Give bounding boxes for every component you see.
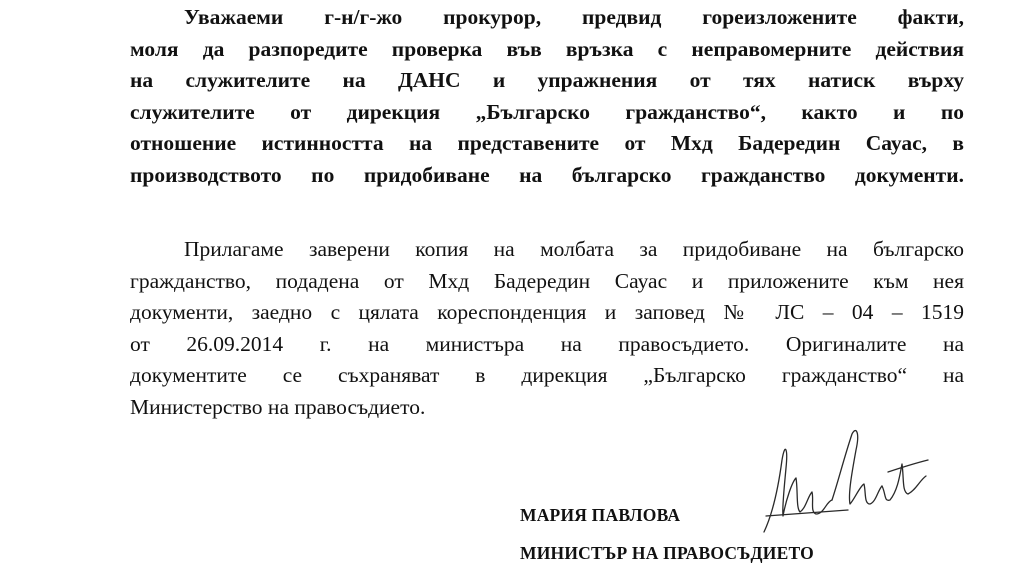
- paragraph-line: Прилагаме заверени копия на молбата за придобиване на българско: [184, 237, 964, 261]
- paragraph-line: на служителите на ДАНС и упражнения от тях натиск върху: [130, 68, 964, 93]
- paragraph-line: Министерство на правосъдието.: [130, 394, 426, 419]
- paragraph-line: документи, заедно с цялата кореспонденция и заповед № ЛС – 04 – 1519: [130, 300, 964, 325]
- handwritten-signature: [752, 420, 932, 540]
- signatory-name: МАРИЯ ПАВЛОВА: [520, 505, 681, 525]
- paragraph-line: Уважаеми г-н/г-жо прокурор, предвид гореизложените факти,: [184, 5, 964, 29]
- paragraph-line: моля да разпоредите проверка във връзка с неправомерните действия: [130, 36, 964, 61]
- paragraph-line: отношение истинността на представените от Мхд Бадередин Сауас, в: [130, 131, 964, 156]
- paragraph-line: производството по придобиване на българско гражданство документи.: [130, 162, 964, 187]
- paragraph-line: служителите от дирекция „Българско гражданство“, както и по: [130, 99, 964, 124]
- attachments-paragraph: [130, 234, 964, 424]
- paragraph-line: от 26.09.2014 г. на министъра на правосъдието. Оригиналите на: [130, 331, 964, 356]
- request-paragraph: [130, 2, 964, 192]
- paragraph-line: документите се съхраняват в дирекция „Българско гражданство“ на: [130, 363, 964, 388]
- paragraph-line: гражданство, подадена от Мхд Бадередин Сауас и приложените към нея: [130, 268, 964, 293]
- signatory-title: МИНИСТЪР НА ПРАВОСЪДИЕТО: [520, 543, 814, 563]
